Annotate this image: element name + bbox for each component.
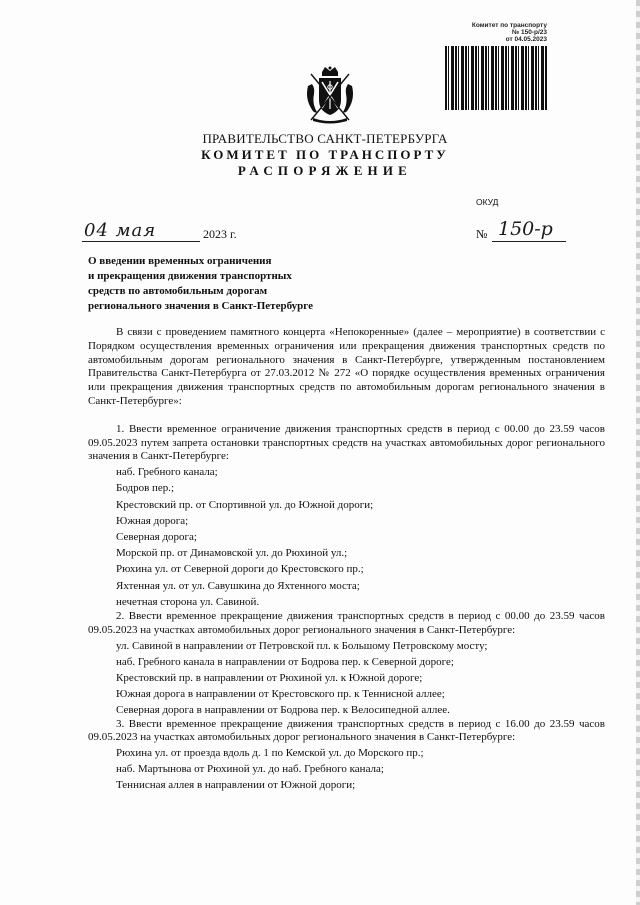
document-title [88,254,408,314]
list-item: Южная дорога в направлении от Крестовского пр. к Теннисной аллее; [116,687,445,700]
list-item: Бодров пер.; [116,482,175,495]
list-item: наб. Гребного канала; [116,466,218,479]
list-item: Южная дорога; [116,514,189,527]
list-item: Северная дорога в направлении от Бодрова пер. к Велосипедной аллее. [116,703,450,716]
preamble-paragraph: В связи с проведением памятного концерта «Непокоренные» (далее – мероприятие) в соответствии с Порядком осуществления временных ограничения или прекращения движения транспортных средств по автомобильным дорогам регионального значения в Санкт-Петербурге, утвержденным постановлением Правительства Санкт-Петербурга от 27.03.2012 № 272 «О порядке осуществления временных ограничения или прекращения движения транспортных средств по автомобильным дорогам регионального значения в Санкт-Петербурге»: [88,326,605,407]
coat-of-arms-icon [303,66,357,126]
list-item: наб. Гребного канала в направлении от Бодрова пер. к Северной дороге; [116,655,454,668]
list-item: Морской пр. от Динамовской ул. до Рюхиной ул.; [116,547,348,560]
document-body [88,326,605,793]
list-item: Крестовский пр. в направлении от Рюхиной ул. к Южной дороге; [116,671,423,684]
stamp-date: от 04.05.2023 [505,36,547,43]
scan-edge [636,0,640,905]
list-item: ул. Савиной в направлении от Петровской пл. к Большому Петровскому мосту; [116,639,488,652]
document-number [476,218,586,244]
list-item: Крестовский пр. от Спортивной ул. до Южной дороги; [116,498,374,511]
number-handwritten: 150-р [498,218,553,240]
section-1-paragraph: 1. Ввести временное ограничение движения транспортных средств в период с 00.00 до 23.59 часов 09.05.2023 путем запрета остановки транспортных средств на участках автомобильных дорог регионального значения в Санкт-Петербурге: [88,422,605,463]
date-year: 2023 г. [203,227,237,241]
list-item: Яхтенная ул. от ул. Савушкина до Яхтенного моста; [116,579,360,592]
registration-stamp [443,22,547,112]
barcode-icon [445,46,547,110]
okud-label: ОКУД [476,197,499,207]
committee-heading: КОМИТЕТ ПО ТРАНСПОРТУ [201,147,449,162]
title-line: и прекращения движения транспортных [88,270,292,282]
stamp-number: № 150-р/23 [511,29,547,36]
list-item: Рюхина ул. от проезда вдоль д. 1 по Кемской ул. до Морского пр.; [116,747,424,760]
document-date [82,220,252,244]
order-heading: РАСПОРЯЖЕНИЕ [237,163,413,178]
title-line: О введении временных ограничения [88,255,272,267]
list-item: Северная дорога; [116,530,197,543]
title-line: средств по автомобильным дорогам [88,285,268,297]
section-3-paragraph: 3. Ввести временное прекращение движения транспортных средств в период с 16.00 до 23.59 часов 09.05.2023 на участках автомобильных дорог регионального значения в Санкт-Петербурге: [88,717,605,744]
title-line: регионального значения в Санкт-Петербурге [88,300,313,312]
list-item: наб. Мартынова от Рюхиной ул. до наб. Гребного канала; [116,763,384,776]
date-underline [82,241,200,242]
government-heading: ПРАВИТЕЛЬСТВО САНКТ-ПЕТЕРБУРГА [202,131,448,146]
date-handwritten: 04 мая [84,220,157,241]
list-item: Теннисная аллея в направлении от Южной дороги; [116,779,356,792]
list-item: нечетная сторона ул. Савиной. [116,595,260,608]
number-sign: № [476,227,488,241]
number-underline [492,241,566,242]
section-2-paragraph: 2. Ввести временное прекращение движения транспортных средств в период с 00.00 до 23.59 часов 09.05.2023 на участках автомобильных дорог регионального значения в Санкт-Петербурге: [88,610,605,636]
stamp-committee: Комитет по транспорту [471,22,547,29]
list-item: Рюхина ул. от Северной дороги до Крестовского пр.; [116,563,364,576]
